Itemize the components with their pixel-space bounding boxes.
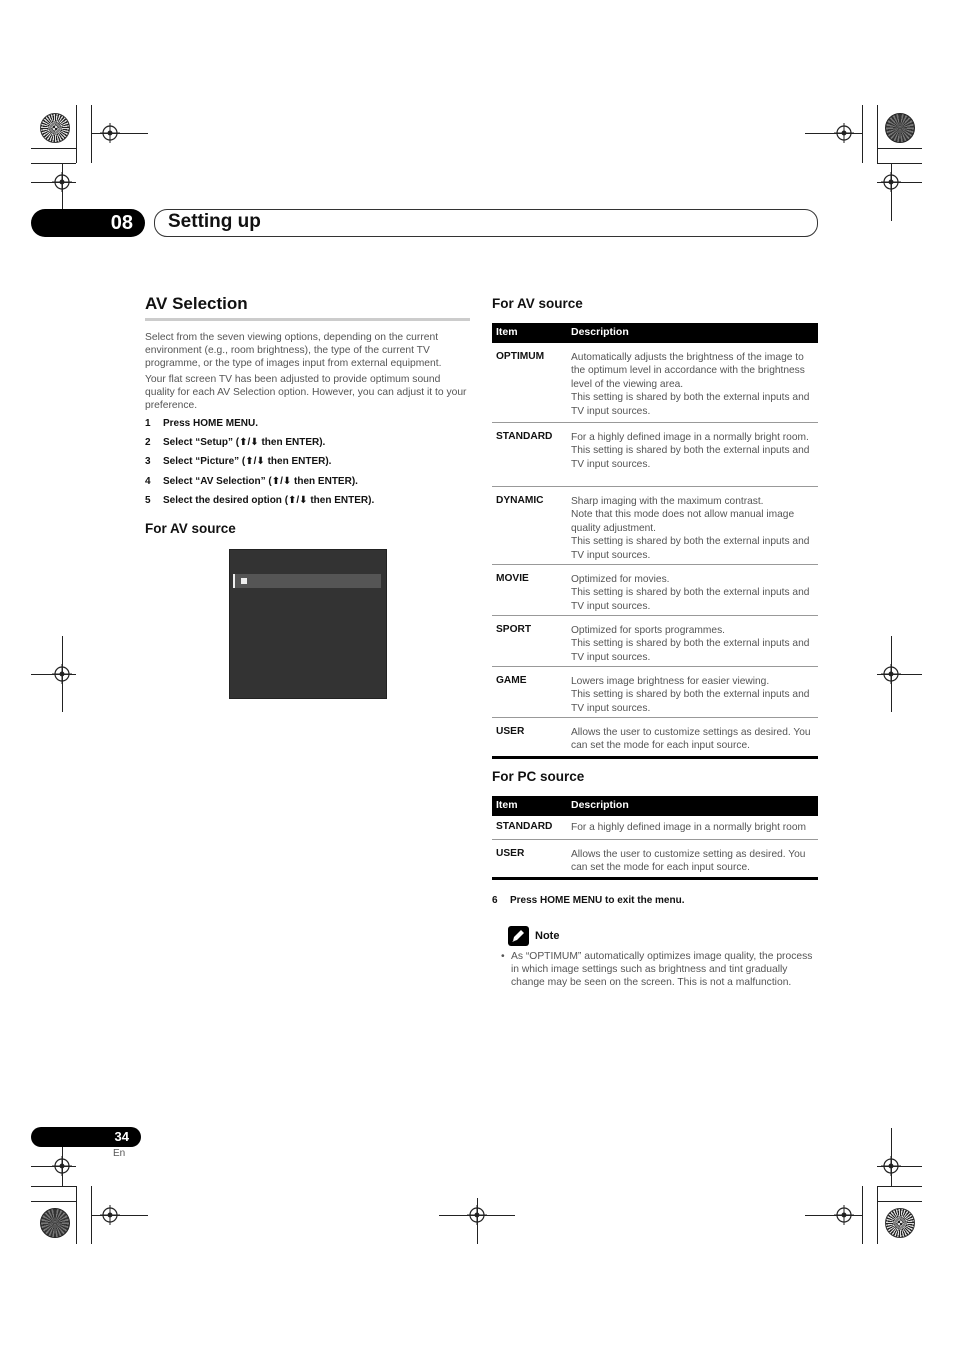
header-item: Item — [496, 326, 518, 338]
page-number: 34 — [114, 1129, 129, 1144]
header-description: Description — [571, 799, 629, 811]
table-row: SPORT Optimized for sports programmes. This setting is shared by both the external inputs and TV input sources. — [492, 616, 818, 667]
registration-target-icon — [52, 664, 72, 684]
table-row: DYNAMIC Sharp imaging with the maximum contrast. Note that this mode does not allow manual image quality adjustment. This setting is shared by both the external inputs and TV input sources. — [492, 487, 818, 565]
table-row: GAME Lowers image brightness for easier viewing. This setting is shared by both the external inputs and TV input sources. — [492, 667, 818, 718]
table-row: MOVIE Optimized for movies. This setting is shared by both the external inputs and TV input sources. — [492, 565, 818, 616]
table-row: USER Allows the user to customize setting as desired. You can set the mode for each input source. — [492, 840, 818, 880]
registration-target-icon — [881, 172, 901, 192]
table-row: USER Allows the user to customize settings as desired. You can set the mode for each input source. — [492, 718, 818, 759]
section-rule — [145, 318, 470, 321]
starburst-mark-icon — [885, 113, 915, 143]
registration-target-icon — [881, 1156, 901, 1176]
left-sub-heading: For AV source — [145, 521, 236, 536]
registration-target-icon — [52, 1156, 72, 1176]
av-table-heading: For AV source — [492, 296, 583, 311]
menu-screen-illustration — [229, 549, 387, 699]
registration-target-icon — [834, 123, 854, 143]
note-pencil-icon — [508, 926, 529, 946]
page-number-badge — [31, 1127, 141, 1147]
registration-target-icon — [467, 1205, 487, 1225]
table-header — [492, 323, 818, 343]
table-row: STANDARD For a highly defined image in a normally bright room. This setting is shared by both the external inputs and TV input sources. — [492, 423, 818, 487]
table-row: OPTIMUM Automatically adjusts the brightness of the image to the optimum level in accordance with the brightness level of the viewing area. This setting is shared by both the external inputs and TV input sources. — [492, 343, 818, 423]
step-item: 6 Press HOME MENU to exit the menu. — [492, 895, 685, 906]
note-body: As “OPTIMUM” automatically optimizes image quality, the process in which image settings such as brightness and tint gradually change may be seen on the screen. This is not a malfunction. — [511, 951, 813, 988]
section-title: AV Selection — [145, 294, 248, 313]
step-item: 3 Select “Picture” (⬆/⬇ then ENTER). — [145, 456, 332, 467]
note-bullet: • — [501, 951, 505, 962]
header-item: Item — [496, 799, 518, 811]
step-item: 5 Select the desired option (⬆/⬇ then ENTER). — [145, 495, 375, 506]
page-language: En — [113, 1148, 126, 1159]
pc-table-heading: For PC source — [492, 769, 585, 784]
step-item: 1 Press HOME MENU. — [145, 418, 259, 429]
starburst-mark-icon — [40, 113, 70, 143]
registration-target-icon — [100, 123, 120, 143]
intro-paragraph-2: Your flat screen TV has been adjusted to provide optimum sound quality for each AV Selection option. However, you can adjust it to your preference. — [145, 374, 467, 412]
table-row: STANDARD For a highly defined image in a normally bright room — [492, 816, 818, 840]
menu-highlight-row — [233, 574, 381, 588]
starburst-mark-icon — [885, 1208, 915, 1238]
intro-paragraph-1: Select from the seven viewing options, depending on the current environment (e.g., room brightness), the type of the current TV programme, or the type of images input from external equipment. — [145, 332, 442, 370]
menu-cursor-square-icon — [241, 578, 247, 584]
note-text — [501, 950, 813, 989]
note-label: Note — [535, 930, 560, 942]
registration-target-icon — [100, 1205, 120, 1225]
header-description: Description — [571, 326, 629, 338]
step-item: 2 Select “Setup” (⬆/⬇ then ENTER). — [145, 437, 326, 448]
chapter-title-bar — [154, 209, 818, 237]
table-header — [492, 796, 818, 816]
chapter-number-badge — [31, 209, 145, 237]
chapter-number: 08 — [110, 212, 133, 234]
registration-target-icon — [881, 664, 901, 684]
registration-target-icon — [52, 172, 72, 192]
registration-target-icon — [834, 1205, 854, 1225]
chapter-title: Setting up — [168, 211, 261, 232]
av-source-table — [492, 323, 818, 759]
pc-source-table — [492, 796, 818, 880]
starburst-mark-icon — [40, 1208, 70, 1238]
step-item: 4 Select “AV Selection” (⬆/⬇ then ENTER). — [145, 476, 358, 487]
